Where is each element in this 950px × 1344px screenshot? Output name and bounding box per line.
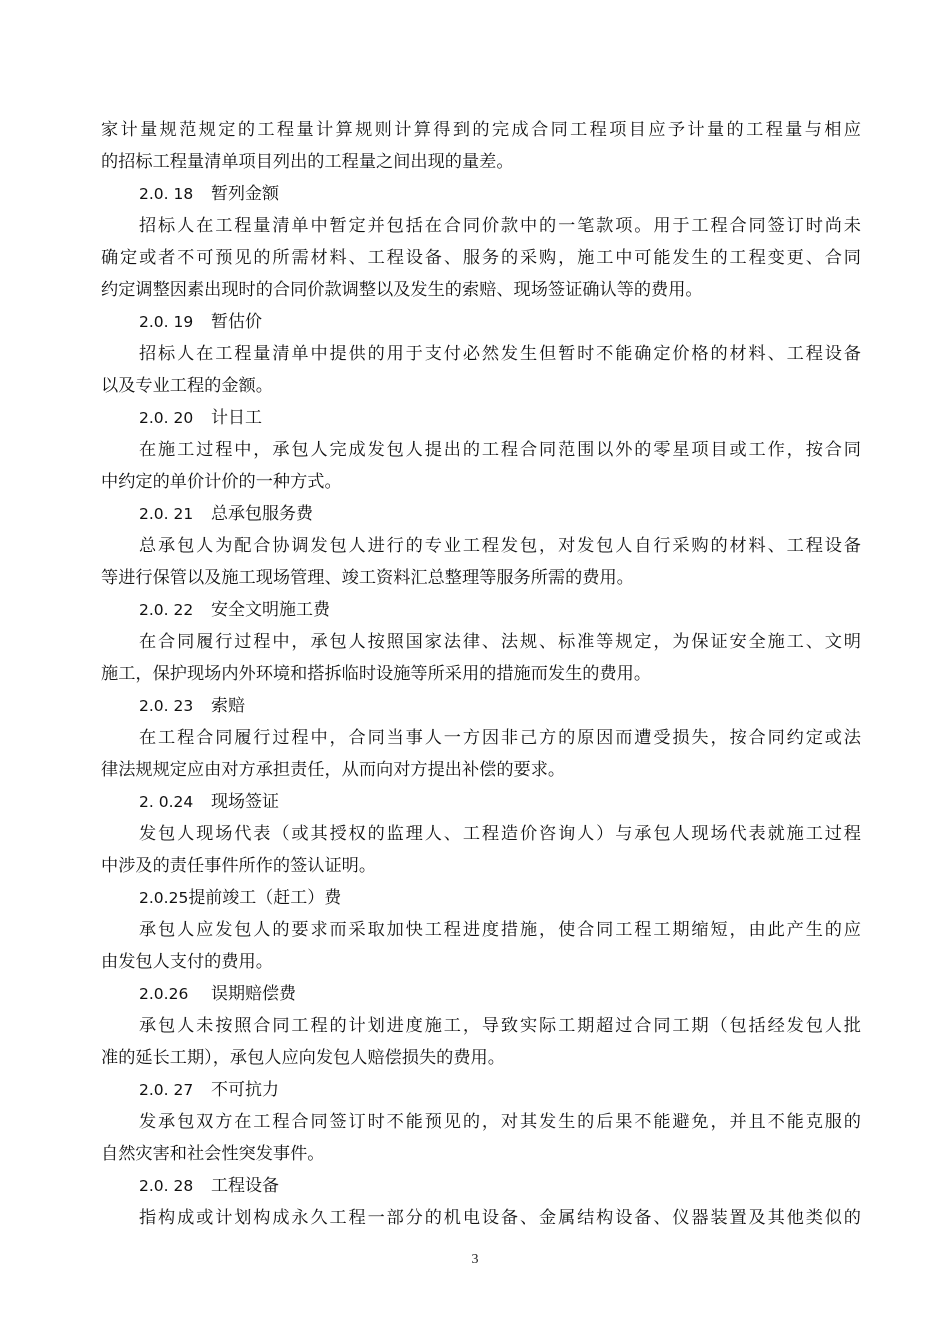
text-line: 准的延长工期），承包人应向发包人赔偿损失的费用。 <box>101 1048 505 1068</box>
text-line: 在合同履行过程中，承包人按照国家法律、法规、标准等规定，为保证安全施工、文明 <box>139 632 861 652</box>
text-line: 家计量规范规定的工程量计算规则计算得到的完成合同工程项目应予计量的工程量与相应 <box>101 120 861 140</box>
term-heading <box>101 1074 861 1106</box>
term-number: 2.0. 22 <box>139 601 194 619</box>
text-line: 中涉及的责任事件所作的签认证明。 <box>101 856 377 876</box>
term-title: 提前竣工（赶工）费 <box>188 888 342 908</box>
text-line: 承包人应发包人的要求而采取加快工程进度措施，使合同工程工期缩短，由此产生的应 <box>139 920 861 940</box>
page-number: 3 <box>471 1252 479 1267</box>
term-number: 2.0.26 <box>139 985 189 1003</box>
text-line: 承包人未按照合同工程的计划进度施工，导致实际工期超过合同工期（包括经发包人批 <box>139 1016 861 1036</box>
term-heading <box>101 402 861 434</box>
term-title: 计日工 <box>211 408 262 428</box>
term-title: 暂列金额 <box>211 184 279 204</box>
text-line: 约定调整因素出现时的合同价款调整以及发生的索赔、现场签证确认等的费用。 <box>101 280 703 300</box>
term-title: 不可抗力 <box>211 1080 279 1100</box>
text-line: 以及专业工程的金额。 <box>101 376 273 396</box>
text-line: 中约定的单价计价的一种方式。 <box>101 472 342 492</box>
text-line: 施工，保护现场内外环境和搭拆临时设施等所采用的措施而发生的费用。 <box>101 664 652 684</box>
term-heading <box>101 978 861 1010</box>
term-heading <box>101 882 861 914</box>
term-number: 2.0. 23 <box>139 697 194 715</box>
term-number: 2.0.25 <box>139 889 189 907</box>
text-line: 在工程合同履行过程中，合同当事人一方因非己方的原因而遭受损失，按合同约定或法 <box>139 728 861 748</box>
text-line: 招标人在工程量清单中提供的用于支付必然发生但暂时不能确定价格的材料、工程设备 <box>139 344 861 364</box>
term-title: 误期赔偿费 <box>211 984 296 1004</box>
term-title: 现场签证 <box>211 792 279 812</box>
text-line: 招标人在工程量清单中暂定并包括在合同价款中的一笔款项。用于工程合同签订时尚未 <box>139 216 861 236</box>
term-heading <box>101 178 861 210</box>
term-number: 2.0. 21 <box>139 505 194 523</box>
term-title: 工程设备 <box>211 1176 279 1196</box>
term-number: 2.0. 18 <box>139 185 194 203</box>
term-title: 安全文明施工费 <box>211 600 330 620</box>
term-heading <box>101 594 861 626</box>
text-line: 的招标工程量清单项目列出的工程量之间出现的量差。 <box>101 152 514 172</box>
text-line: 在施工过程中，承包人完成发包人提出的工程合同范围以外的零星项目或工作，按合同 <box>139 440 861 460</box>
text-line: 确定或者不可预见的所需材料、工程设备、服务的采购，施工中可能发生的工程变更、合同 <box>101 248 861 268</box>
term-number: 2. 0.24 <box>139 793 194 811</box>
text-line: 发承包双方在工程合同签订时不能预见的，对其发生的后果不能避免，并且不能克服的 <box>139 1112 861 1132</box>
term-heading <box>101 306 861 338</box>
term-heading <box>101 690 861 722</box>
text-line: 等进行保管以及施工现场管理、竣工资料汇总整理等服务所需的费用。 <box>101 568 634 588</box>
text-line: 指构成或计划构成永久工程一部分的机电设备、金属结构设备、仪器装置及其他类似的 <box>139 1208 861 1228</box>
term-title: 暂估价 <box>211 312 262 332</box>
term-heading <box>101 786 861 818</box>
term-number: 2.0. 20 <box>139 409 194 427</box>
term-number: 2.0. 28 <box>139 1177 194 1195</box>
text-line: 发包人现场代表（或其授权的监理人、工程造价咨询人）与承包人现场代表就施工过程 <box>139 824 861 844</box>
text-line: 律法规规定应由对方承担责任，从而向对方提出补偿的要求。 <box>101 760 566 780</box>
term-heading <box>101 498 861 530</box>
term-title: 索赔 <box>211 696 245 716</box>
text-line: 自然灾害和社会性突发事件。 <box>101 1144 325 1164</box>
term-number: 2.0. 27 <box>139 1081 194 1099</box>
text-line: 由发包人支付的费用。 <box>101 952 273 972</box>
term-number: 2.0. 19 <box>139 313 194 331</box>
document-body <box>101 114 861 1234</box>
term-heading <box>101 1170 861 1202</box>
text-line: 总承包人为配合协调发包人进行的专业工程发包，对发包人自行采购的材料、工程设备 <box>139 536 861 556</box>
term-title: 总承包服务费 <box>211 504 313 524</box>
